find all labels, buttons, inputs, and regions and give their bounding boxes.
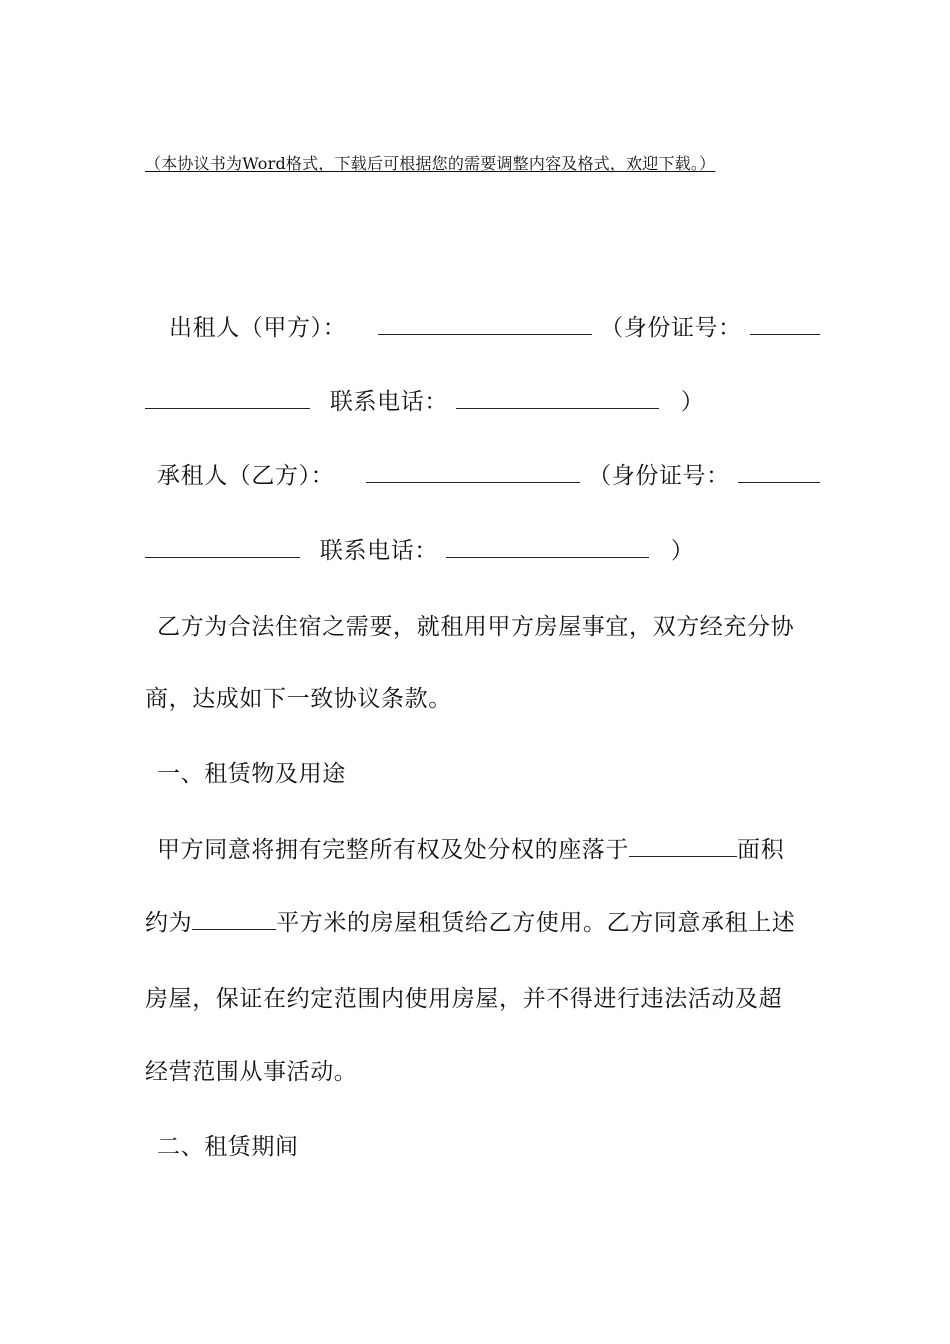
format-note: （本协议书为Word格式，下载后可根据您的需要调整内容及格式，欢迎下载。） (145, 154, 716, 173)
section-1-line-1 (145, 834, 784, 865)
lessor-id-blank (750, 312, 820, 335)
lessee-id-blank (738, 460, 820, 483)
lessee-phone-line (145, 535, 694, 566)
s1-line1-text-b: 面积 (737, 837, 785, 863)
lessee-phone-blank (446, 535, 649, 558)
area-blank (192, 907, 276, 930)
lessee-line (145, 460, 820, 491)
lessor-close-paren: ） (680, 389, 705, 415)
s1-line2-text-b: 平方米的房屋租赁给乙方使用。乙方同意承租上述 (276, 910, 796, 936)
section-1-title: 一、租赁物及用途 (157, 761, 346, 787)
lessor-phone-blank (456, 386, 659, 409)
lessee-close-paren: ） (670, 538, 695, 564)
lessee-id-label: （身份证号： (588, 463, 730, 489)
section-2-title: 二、租赁期间 (157, 1134, 299, 1160)
intro-paragraph-line-2: 商，达成如下一致协议条款。 (145, 686, 452, 712)
s1-line1-text-a: 甲方同意将拥有完整所有权及处分权的座落于 (157, 837, 629, 863)
section-1-line-4: 经营范围从事活动。 (145, 1059, 358, 1085)
lessor-id-label: （身份证号： (600, 315, 742, 341)
section-1-line-3: 房屋，保证在约定范围内使用房屋，并不得进行违法活动及超 (145, 986, 783, 1012)
lessee-name-blank (366, 460, 580, 483)
s1-line2-text-a: 约为 (145, 910, 193, 936)
lessor-phone-line (145, 386, 704, 417)
lessor-name-blank (378, 312, 592, 335)
lessor-phone-label: 联系电话： (329, 389, 448, 415)
lessor-id-blank-cont (145, 386, 310, 409)
location-blank (629, 834, 737, 857)
lessor-line (145, 312, 820, 343)
section-1-line-2 (145, 907, 795, 938)
lessee-id-blank-cont (145, 535, 300, 558)
lessee-label: 承租人（乙方）： (157, 463, 335, 489)
intro-paragraph-line-1: 乙方为合法住宿之需要，就租用甲方房屋事宜，双方经充分协 (157, 614, 795, 640)
lessor-label: 出租人（甲方）： (169, 315, 347, 341)
lessee-phone-label: 联系电话： (319, 538, 438, 564)
